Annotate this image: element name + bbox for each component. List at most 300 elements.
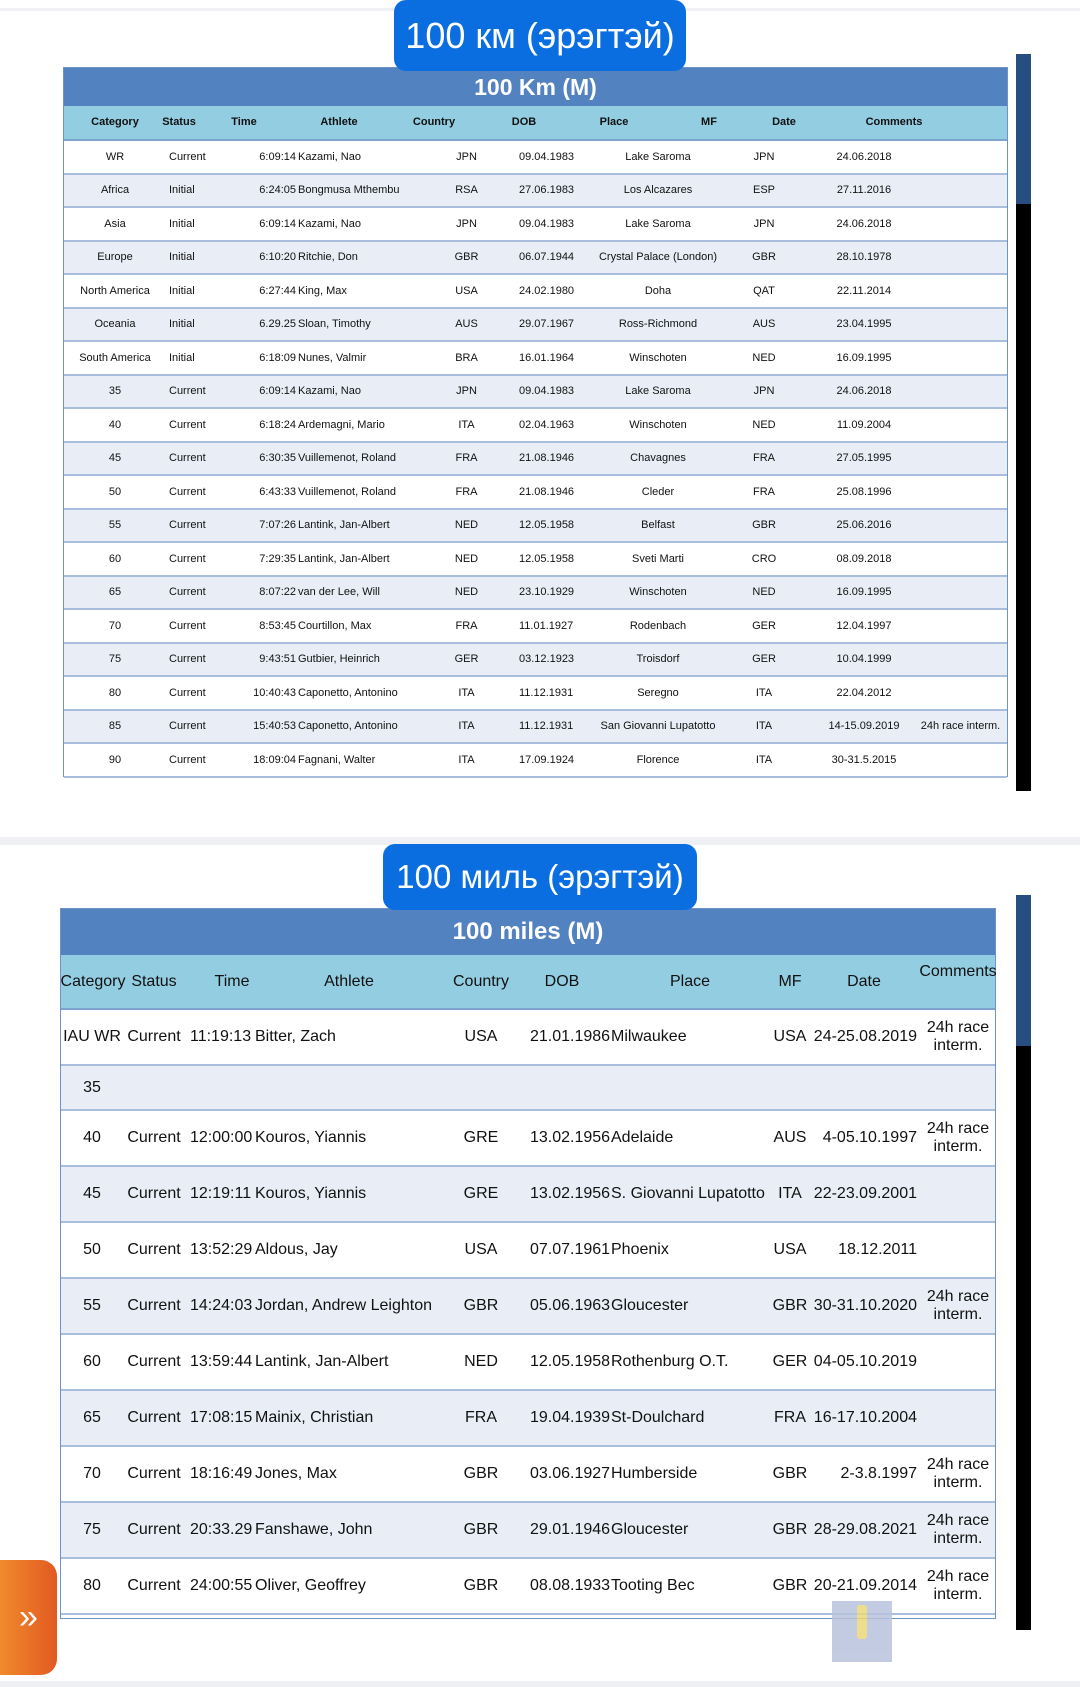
cell-dob: 13.02.1956 (530, 1185, 611, 1203)
scrollbar-thumb[interactable] (1016, 54, 1031, 204)
cell-comments (912, 309, 1009, 341)
table-title: 100 miles (M) (61, 909, 995, 955)
cell-athlete: Sloan, Timothy (298, 318, 371, 331)
cell-status: Initial (169, 217, 195, 230)
cell-country (451, 1066, 511, 1109)
cell-mf: NED (752, 351, 776, 364)
cell-comments (919, 1066, 997, 1109)
cell-dob: 06.07.1944 (519, 251, 575, 264)
cell-date: 22.04.2012 (836, 686, 892, 699)
cell-status: Current (127, 1185, 181, 1203)
cell-athlete: Kazami, Nao (298, 385, 361, 398)
table-row (61, 1223, 995, 1279)
cell-date: 30-31.10.2020 (813, 1297, 917, 1315)
table-header (61, 955, 995, 1010)
cell-place: Sveti Marti (632, 552, 684, 565)
cell-category: 75 (108, 653, 122, 666)
cell-country: GRE (463, 1185, 499, 1203)
cell-place: S. Giovanni Lupatotto (611, 1185, 765, 1203)
column-header-athlete: Athlete (324, 972, 374, 990)
cell-country: FRA (455, 619, 478, 632)
cell-place (611, 1066, 786, 1109)
cell-athlete: Kouros, Yiannis (255, 1129, 367, 1147)
table-row (64, 175, 1007, 209)
table-row (64, 510, 1007, 544)
cell-time: 12:00:00 (190, 1129, 253, 1147)
cell-mf: ITA (755, 720, 773, 733)
table-row (64, 476, 1007, 510)
cell-athlete: King, Max (298, 284, 347, 297)
cell-place: Troisdorf (636, 653, 680, 666)
cell-category: 40 (108, 418, 122, 431)
cell-athlete: Jordan, Andrew Leighton (255, 1297, 433, 1315)
cell-date: 25.08.1996 (836, 485, 892, 498)
table-row (61, 1447, 995, 1503)
cell-date: 27.11.2016 (836, 184, 892, 197)
cell-comments (912, 677, 1009, 709)
cell-date: 30-31.5.2015 (831, 753, 897, 766)
cell-dob: 09.04.1983 (519, 150, 575, 163)
cell-status: Current (169, 452, 206, 465)
cell-category: 60 (83, 1353, 101, 1371)
cell-time: 6:18:09 (259, 351, 296, 364)
cell-status: Current (169, 686, 206, 699)
cell-mf: USA (773, 1241, 807, 1259)
cell-comments (912, 610, 1009, 642)
cell-date: 24-25.08.2019 (813, 1028, 917, 1046)
cell-time: 24:00:55 (190, 1577, 253, 1595)
cell-place: Chavagnes (630, 452, 686, 465)
column-header-mf: MF (701, 116, 717, 129)
cell-date: 2-3.8.1997 (840, 1465, 917, 1483)
cell-time: 17:08:15 (190, 1409, 253, 1427)
cell-category: South America (79, 351, 151, 364)
cell-comments (912, 208, 1009, 240)
cell-place: Phoenix (611, 1241, 669, 1259)
cell-status: Initial (169, 284, 195, 297)
cell-dob: 19.04.1939 (530, 1409, 611, 1427)
cell-time: 6:10:20 (259, 251, 296, 264)
cell-status: Current (169, 150, 206, 163)
cell-country: FRA (465, 1409, 497, 1427)
cell-athlete: Vuillemenot, Roland (298, 485, 397, 498)
cell-country: GBR (463, 1297, 499, 1315)
cell-dob: 12.05.1958 (530, 1353, 611, 1371)
cell-country: GRE (463, 1129, 499, 1147)
cell-mf: GER (752, 619, 776, 632)
cell-category: 40 (83, 1129, 101, 1147)
cell-time: 7:29:35 (259, 552, 296, 565)
table-row (61, 1279, 995, 1335)
cell-date: 28.10.1978 (836, 251, 892, 264)
cell-time: 6:09:14 (259, 150, 296, 163)
cell-date: 24.06.2018 (836, 385, 892, 398)
cell-country: FRA (455, 485, 478, 498)
cell-time: 18:16:49 (190, 1465, 253, 1483)
soyombo-emblem-icon (857, 1605, 867, 1639)
cell-athlete: Kazami, Nao (298, 150, 361, 163)
scrollbar[interactable] (1016, 895, 1031, 1630)
column-header-dob: DOB (511, 116, 537, 129)
cell-category: 80 (83, 1577, 101, 1595)
cell-place: Doha (644, 284, 672, 297)
cell-time: 11:19:13 (190, 1028, 252, 1046)
cell-date: 16.09.1995 (836, 351, 892, 364)
cell-comments (912, 175, 1009, 207)
cell-place: Rodenbach (629, 619, 687, 632)
cell-status: Current (127, 1409, 181, 1427)
table-row (64, 443, 1007, 477)
cell-date: 18.12.2011 (838, 1241, 917, 1259)
cell-date (821, 1066, 917, 1109)
cell-country: JPN (456, 217, 477, 230)
cell-country: JPN (456, 150, 477, 163)
cell-place: Rothenburg O.T. (611, 1353, 729, 1371)
cell-mf: GBR (772, 1465, 808, 1483)
records-table-100km (63, 67, 1008, 777)
cell-comments (912, 577, 1009, 609)
cell-place: Lake Saroma (625, 385, 691, 398)
cell-date: 11.09.2004 (836, 418, 892, 431)
table-row (61, 1111, 995, 1167)
cell-dob: 11.01.1927 (519, 619, 574, 632)
cell-category: 35 (108, 385, 122, 398)
cell-place: Milwaukee (611, 1028, 687, 1046)
cell-category: Africa (100, 184, 130, 197)
cell-athlete: Caponetto, Antonino (298, 686, 398, 699)
column-header-dob: DOB (544, 972, 580, 990)
cell-category: 45 (108, 452, 122, 465)
cell-mf: GBR (772, 1577, 808, 1595)
cell-time: 6:30:35 (259, 452, 296, 465)
cell-mf: ITA (778, 1185, 802, 1203)
cell-mf: GBR (752, 519, 776, 532)
cell-mf: JPN (753, 385, 775, 398)
table-body (61, 1010, 995, 1615)
cell-category: 45 (83, 1185, 101, 1203)
table-row (64, 376, 1007, 410)
cell-mf: AUS (773, 1129, 807, 1147)
table-row (64, 543, 1007, 577)
cell-status: Initial (169, 184, 195, 197)
cell-athlete: Kouros, Yiannis (255, 1185, 367, 1203)
cell-category: 60 (108, 552, 122, 565)
cell-time: 6:18:24 (259, 418, 296, 431)
cell-status: Initial (169, 351, 195, 364)
table-row (61, 1335, 995, 1391)
cell-mf: JPN (753, 150, 775, 163)
cell-athlete: Caponetto, Antonino (298, 720, 398, 733)
cell-place: Winschoten (629, 418, 687, 431)
table-row (61, 1503, 995, 1559)
cell-dob: 05.06.1963 (530, 1297, 611, 1315)
cell-status: Current (169, 586, 206, 599)
cell-athlete (255, 1066, 455, 1109)
cell-dob: 16.01.1964 (519, 351, 575, 364)
cell-status (123, 1066, 185, 1109)
cell-status: Current (169, 720, 206, 733)
cell-category: 90 (108, 753, 122, 766)
cell-dob: 24.02.1980 (519, 284, 575, 297)
cell-category: WR (105, 150, 125, 163)
cell-mf: GBR (772, 1297, 808, 1315)
scrollbar[interactable] (1016, 54, 1031, 791)
cell-dob: 21.08.1946 (519, 452, 575, 465)
cell-category: 85 (108, 720, 122, 733)
cell-country: JPN (456, 385, 477, 398)
cell-category: 70 (83, 1465, 101, 1483)
cell-place: Los Alcazares (623, 184, 693, 197)
cell-place: San Giovanni Lupatotto (600, 720, 716, 733)
cell-country: AUS (455, 318, 478, 331)
cell-status: Current (169, 418, 206, 431)
cell-comments (912, 543, 1009, 575)
table-row (64, 644, 1007, 678)
cell-date: 20-21.09.2014 (813, 1577, 917, 1595)
cell-mf: QAT (753, 284, 775, 297)
bottom-divider (0, 1681, 1080, 1687)
cell-country: GBR (463, 1465, 499, 1483)
cell-dob: 17.09.1924 (519, 753, 575, 766)
cell-dob: 29.01.1946 (530, 1521, 611, 1539)
cell-time: 6.29.25 (259, 318, 296, 331)
table-row (64, 610, 1007, 644)
cell-comments: 24h race interm. (926, 1456, 990, 1491)
cell-country: RSA (455, 184, 478, 197)
cell-athlete: Vuillemenot, Roland (298, 452, 397, 465)
cell-time: 12:19:11 (190, 1185, 252, 1203)
cell-country: NED (454, 552, 479, 565)
table-body (64, 141, 1007, 778)
cell-status: Current (127, 1465, 181, 1483)
cell-category: 80 (108, 686, 122, 699)
cell-status: Current (127, 1297, 181, 1315)
cell-time: 6:24:05 (259, 184, 296, 197)
cell-date: 14-15.09.2019 (828, 720, 900, 733)
cell-mf: FRA (753, 452, 775, 465)
cell-comments (912, 443, 1009, 475)
cell-athlete: Jones, Max (255, 1465, 337, 1483)
expand-button[interactable] (0, 1560, 57, 1675)
cell-status: Current (169, 552, 206, 565)
cell-athlete: Kazami, Nao (298, 217, 361, 230)
table-row (64, 342, 1007, 376)
cell-dob: 02.04.1963 (519, 418, 575, 431)
cell-status: Current (169, 653, 206, 666)
cell-comments (912, 141, 1009, 173)
cell-category: 65 (108, 586, 122, 599)
cell-time: 15:40:53 (253, 720, 296, 733)
cell-comments (912, 644, 1009, 676)
cell-country: NED (464, 1353, 498, 1371)
cell-mf: FRA (753, 485, 775, 498)
cell-athlete: Fanshawe, John (255, 1521, 373, 1539)
cell-comments (919, 1391, 997, 1445)
cell-country: GBR (463, 1577, 499, 1595)
cell-athlete: Bongmusa Mthembu (298, 184, 400, 197)
cell-dob: 03.12.1923 (519, 653, 575, 666)
cell-place: Gloucester (611, 1297, 689, 1315)
cell-dob: 29.07.1967 (519, 318, 575, 331)
cell-country: NED (454, 519, 479, 532)
cell-comments: 24h race interm. (926, 1512, 990, 1547)
cell-time: 8:53:45 (259, 619, 296, 632)
cell-comments (912, 409, 1009, 441)
cell-time: 18:09:04 (253, 753, 296, 766)
column-header-place: Place (599, 116, 629, 129)
section-heading-100km: 100 км (эрэгтэй) (394, 0, 686, 71)
cell-comments (919, 1167, 997, 1221)
cell-date: 04-05.10.2019 (813, 1353, 917, 1371)
cell-status: Current (169, 485, 206, 498)
column-header-country: Country (412, 116, 456, 129)
cell-place: St-Doulchard (611, 1409, 705, 1427)
cell-dob: 21.08.1946 (519, 485, 575, 498)
cell-date: 23.04.1995 (836, 318, 892, 331)
cell-date: 27.05.1995 (836, 452, 892, 465)
table-row (64, 141, 1007, 175)
table-row (61, 1010, 995, 1066)
cell-category: 75 (83, 1521, 101, 1539)
cell-mf: GBR (752, 251, 776, 264)
cell-dob: 03.06.1927 (530, 1465, 611, 1483)
column-header-place: Place (669, 972, 711, 990)
cell-dob: 09.04.1983 (519, 217, 575, 230)
cell-category: 70 (108, 619, 122, 632)
cell-place: Crystal Palace (London) (598, 251, 717, 264)
cell-status: Initial (169, 318, 195, 331)
cell-athlete: Gutbier, Heinrich (298, 653, 380, 666)
cell-comments (912, 476, 1009, 508)
cell-place: Gloucester (611, 1521, 689, 1539)
cell-athlete: Ardemagni, Mario (298, 418, 385, 431)
table-row (64, 711, 1007, 745)
column-header-mf: MF (778, 972, 802, 990)
cell-dob: 13.02.1956 (530, 1129, 611, 1147)
cell-country: FRA (455, 452, 478, 465)
cell-mf: GER (752, 653, 776, 666)
table-row (61, 1066, 995, 1111)
cell-athlete: Lantink, Jan-Albert (255, 1353, 389, 1371)
scrollbar-thumb[interactable] (1016, 895, 1031, 1046)
table-row (64, 744, 1007, 778)
cell-comments: 24h race interm. (926, 1568, 990, 1603)
cell-dob: 23.10.1929 (519, 586, 575, 599)
cell-athlete: Mainix, Christian (255, 1409, 374, 1427)
cell-time: 13:52:29 (190, 1241, 253, 1259)
cell-category: 65 (83, 1409, 101, 1427)
cell-athlete: Courtillon, Max (298, 619, 372, 632)
cell-dob: 08.08.1933 (530, 1577, 611, 1595)
cell-comments (919, 1335, 997, 1389)
cell-comments: 24h race interm. (926, 1120, 990, 1155)
cell-date: 08.09.2018 (836, 552, 892, 565)
cell-dob (530, 1066, 610, 1109)
cell-mf: USA (773, 1028, 807, 1046)
cell-athlete: Aldous, Jay (255, 1241, 338, 1259)
cell-athlete: Nunes, Valmir (298, 351, 367, 364)
cell-category: 55 (83, 1297, 101, 1315)
cell-place: Seregno (637, 686, 679, 699)
cell-dob: 27.06.1983 (519, 184, 575, 197)
cell-category: North America (80, 284, 150, 297)
cell-status: Current (127, 1241, 181, 1259)
table-row (64, 677, 1007, 711)
column-header-category: Category (60, 972, 126, 990)
cell-country: USA (464, 1028, 498, 1046)
cell-time: 6:27:44 (259, 284, 296, 297)
cell-date: 24.06.2018 (836, 217, 892, 230)
cell-place: Belfast (641, 519, 675, 532)
table-row (64, 275, 1007, 309)
cell-category: 35 (83, 1078, 101, 1096)
cell-dob: 12.05.1958 (519, 552, 575, 565)
table-row (64, 409, 1007, 443)
column-header-status: Status (131, 972, 177, 990)
cell-country: ITA (458, 686, 475, 699)
cell-comments: 24h race interm. (926, 1288, 990, 1323)
cell-dob: 11.12.1931 (519, 686, 574, 699)
cell-place: Humberside (611, 1465, 698, 1483)
cell-date: 28-29.08.2021 (813, 1521, 917, 1539)
cell-mf: FRA (774, 1409, 806, 1427)
cell-date: 24.06.2018 (836, 150, 892, 163)
cell-date: 25.06.2016 (836, 519, 892, 532)
cell-athlete: Oliver, Geoffrey (255, 1577, 366, 1595)
cell-date: 16.09.1995 (836, 586, 892, 599)
table-row (64, 309, 1007, 343)
cell-status: Initial (169, 251, 195, 264)
cell-country: GBR (454, 251, 479, 264)
cell-mf: GBR (772, 1521, 808, 1539)
cell-place: Tooting Bec (611, 1577, 695, 1595)
column-header-time: Time (214, 972, 250, 990)
cell-dob: 07.07.1961 (530, 1241, 611, 1259)
cell-category: Oceania (94, 318, 136, 331)
table-row (61, 1167, 995, 1223)
cell-status: Current (127, 1353, 181, 1371)
cell-date: 16-17.10.2004 (813, 1409, 917, 1427)
column-header-comments: Comments (865, 116, 923, 129)
cell-comments (912, 510, 1009, 542)
government-logo (832, 1601, 892, 1662)
cell-time: 8:07:22 (259, 586, 296, 599)
column-header-date: Date (772, 116, 796, 129)
cell-place: Lake Saroma (625, 150, 691, 163)
table-row (64, 577, 1007, 611)
cell-comments (912, 275, 1009, 307)
cell-place: Winschoten (629, 586, 687, 599)
cell-place: Florence (636, 753, 680, 766)
cell-date: 22.11.2014 (836, 284, 892, 297)
column-header-time: Time (231, 116, 257, 129)
cell-comments: 24h race interm. (920, 720, 1001, 733)
cell-status: Current (127, 1577, 181, 1595)
cell-status: Current (169, 753, 206, 766)
records-table-100miles (60, 908, 996, 1619)
cell-comments (912, 744, 1009, 776)
cell-place: Lake Saroma (625, 217, 691, 230)
cell-country: GBR (463, 1521, 499, 1539)
cell-status: Current (127, 1129, 181, 1147)
table-row (64, 208, 1007, 242)
cell-mf: JPN (753, 217, 775, 230)
cell-status: Current (169, 619, 206, 632)
cell-time: 9:43:51 (259, 653, 296, 666)
table-row (61, 1391, 995, 1447)
cell-time: 7:07:26 (259, 519, 296, 532)
cell-country: USA (455, 284, 478, 297)
